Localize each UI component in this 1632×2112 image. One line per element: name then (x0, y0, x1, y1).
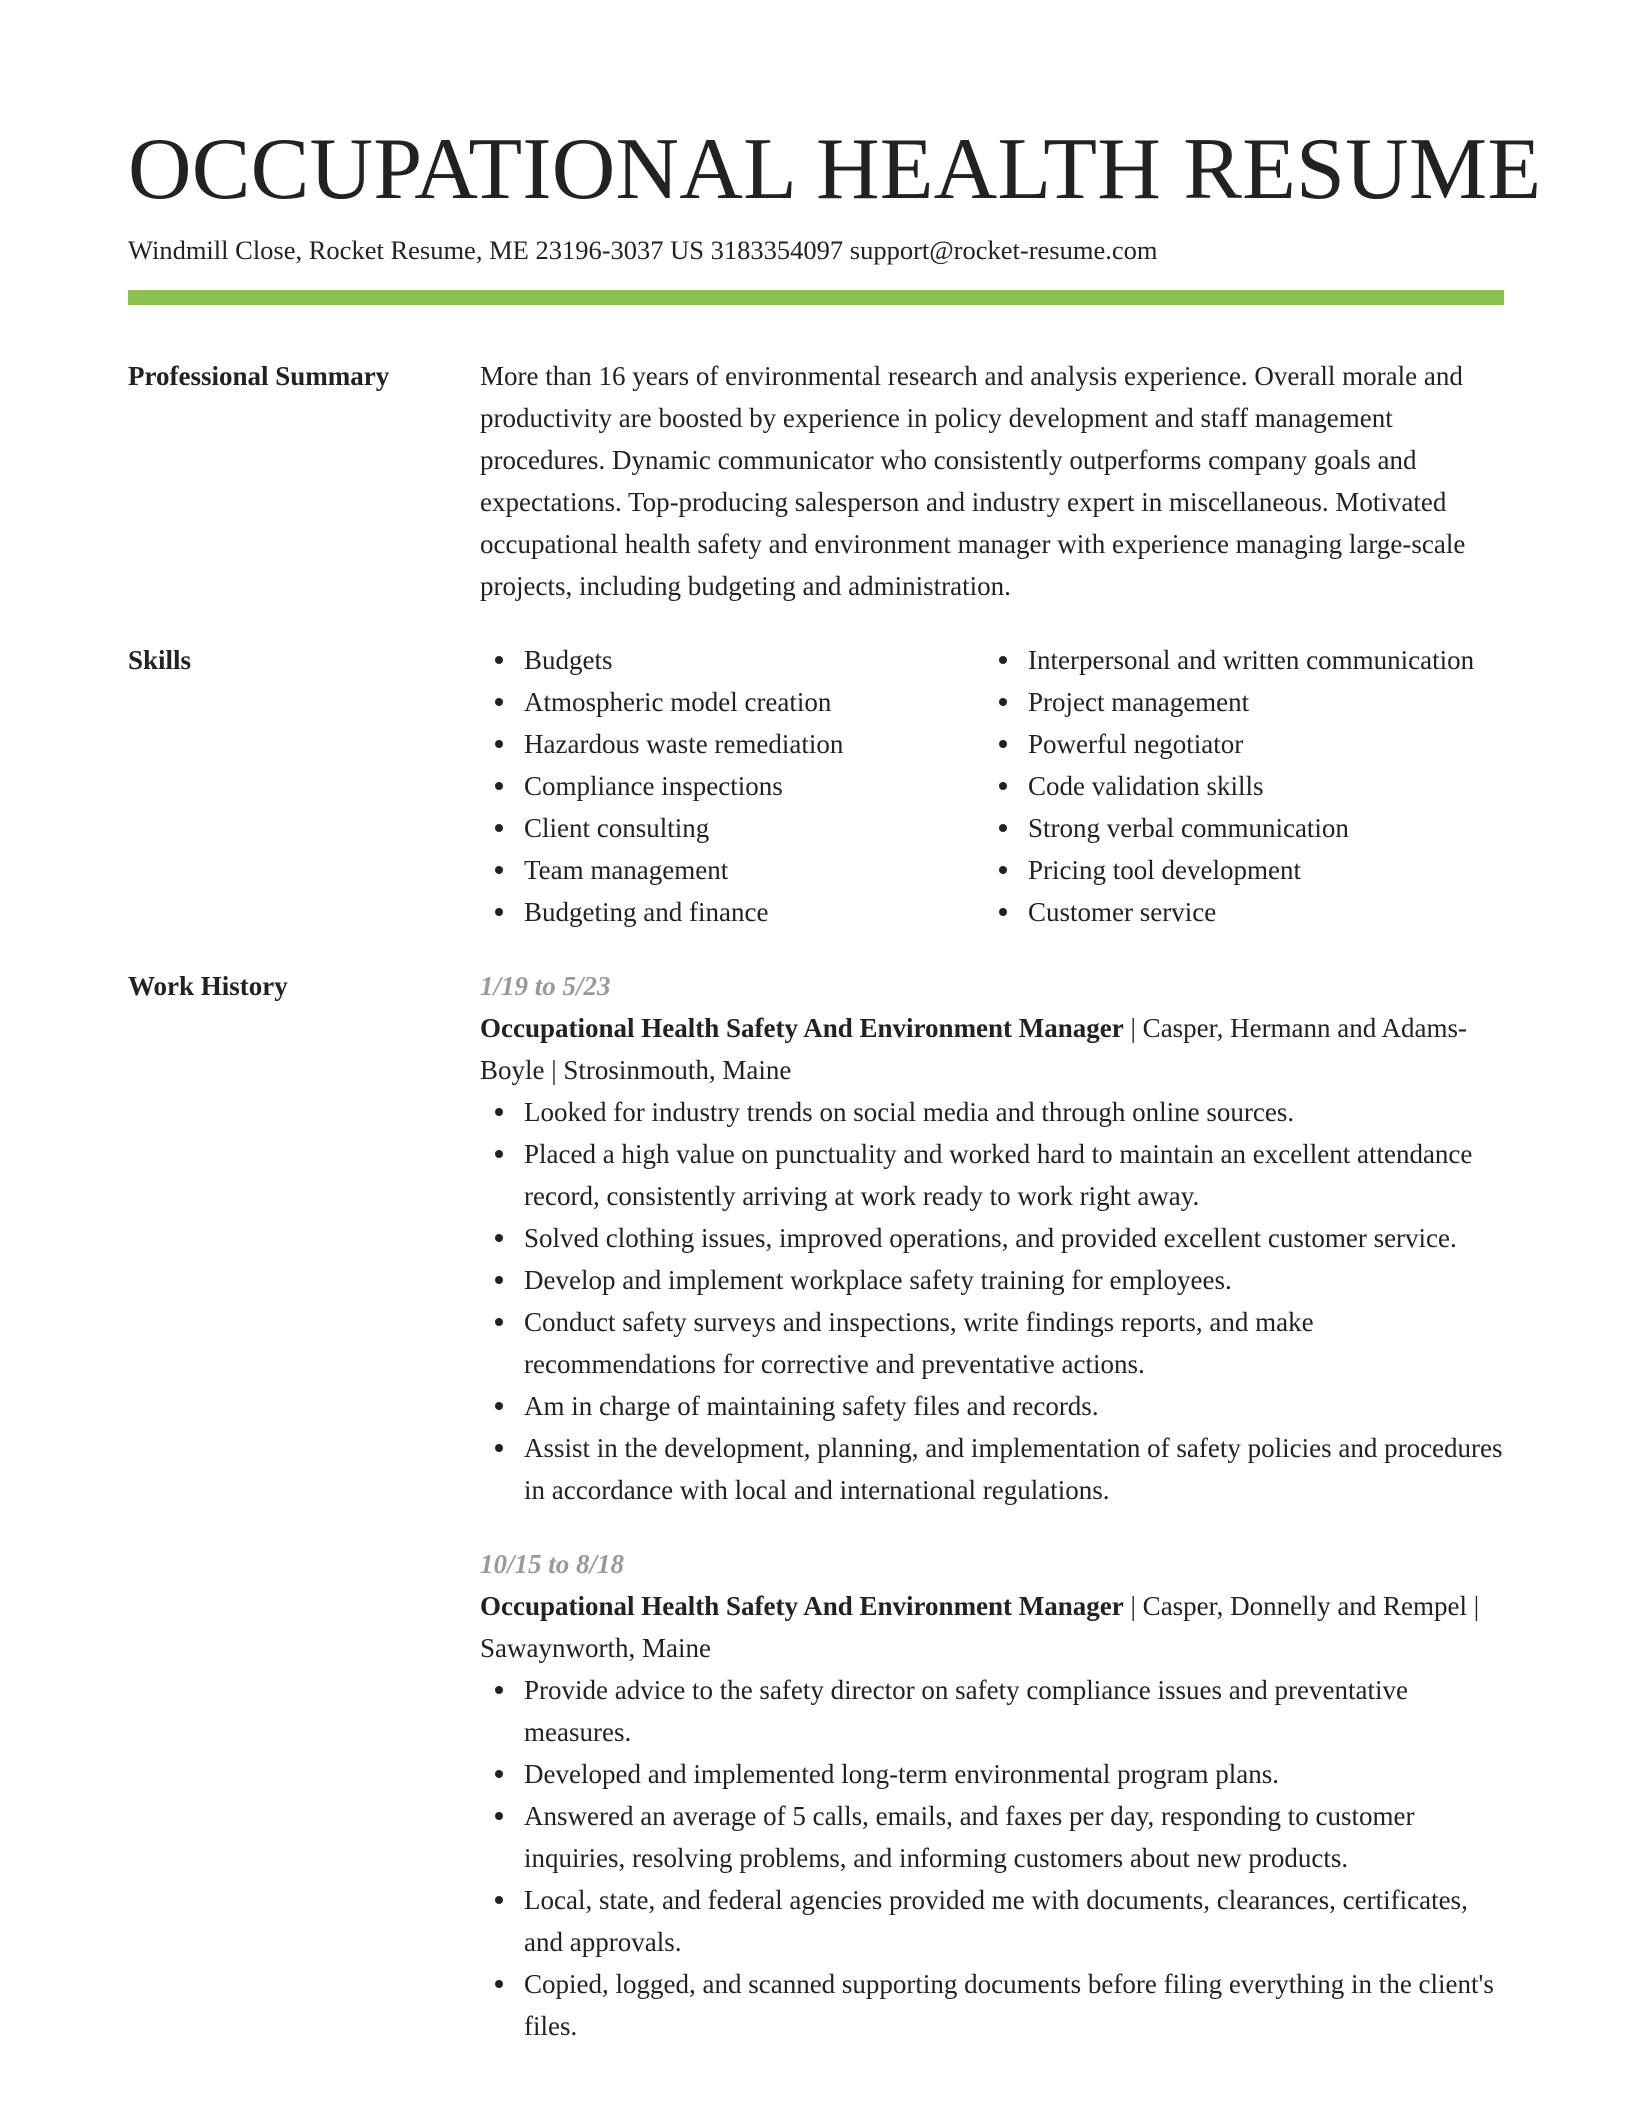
job-duty-item: Placed a high value on punctuality and worked hard to maintain an excellent attendance record, consistently arriving at work ready to work right away. (480, 1133, 1504, 1217)
skill-item: Hazardous waste remediation (480, 723, 984, 765)
summary-text: More than 16 years of environmental research and analysis experience. Overall morale and productivity are boosted by experience in policy development and staff management procedures. Dynamic communicator who consistently outperforms company goals and expectations. Top-producing salesperson and industry expert in miscellaneous. Motivated occupational health safety and environment manager with experience managing large-scale projects, including budgeting and administration. (480, 361, 1466, 601)
skill-item: Interpersonal and written communication (984, 639, 1504, 681)
section-heading-skills: Skills (128, 645, 192, 675)
skill-item: Customer service (984, 891, 1504, 933)
skill-item: Pricing tool development (984, 849, 1504, 891)
section-heading-summary: Professional Summary (128, 361, 390, 391)
work-history-section (128, 965, 1504, 2047)
resume-title: OCCUPATIONAL HEALTH RESUME (128, 121, 1542, 218)
job-duties-list (480, 1669, 1504, 2047)
job-duty-item: Solved clothing issues, improved operations, and provided excellent customer service. (480, 1217, 1504, 1259)
job-employer-location: | Casper, Hermann and Adams-Boyle | Strosinmouth, Maine (480, 1013, 1468, 1085)
job-duties-list (480, 1091, 1504, 1511)
skill-item: Powerful negotiator (984, 723, 1504, 765)
skills-lists (480, 639, 1504, 933)
skill-item: Project management (984, 681, 1504, 723)
skills-section (128, 639, 1504, 933)
job-duty-item: Conduct safety surveys and inspections, write findings reports, and make recommendations for corrective and preventative actions. (480, 1301, 1504, 1385)
job-heading (480, 1585, 1504, 1669)
job-employer-location: | Casper, Donnelly and Rempel | Sawaynworth, Maine (480, 1591, 1480, 1663)
job-duty-item: Assist in the development, planning, and implementation of safety policies and procedures in accordance with local and international regulations. (480, 1427, 1504, 1511)
section-heading-work: Work History (128, 971, 288, 1001)
skill-item: Budgeting and finance (480, 891, 984, 933)
work-history-body (480, 965, 1504, 2047)
job-duty-item: Answered an average of 5 calls, emails, and faxes per day, responding to customer inquiries, resolving problems, and informing customers about new products. (480, 1795, 1504, 1879)
job-title: Occupational Health Safety And Environment Manager (480, 1591, 1124, 1621)
job-duty-item: Am in charge of maintaining safety files and records. (480, 1385, 1504, 1427)
skill-item: Budgets (480, 639, 984, 681)
skill-item: Atmospheric model creation (480, 681, 984, 723)
professional-summary-section (128, 355, 1504, 607)
job-dates: 1/19 to 5/23 (480, 971, 611, 1001)
skill-item: Client consulting (480, 807, 984, 849)
skills-list-right (984, 639, 1504, 933)
job-entry (480, 965, 1504, 1511)
job-dates: 10/15 to 8/18 (480, 1549, 625, 1579)
skill-item: Team management (480, 849, 984, 891)
job-duty-item: Local, state, and federal agencies provided me with documents, clearances, certificates, and approvals. (480, 1879, 1504, 1963)
skill-item: Code validation skills (984, 765, 1504, 807)
job-entry (480, 1543, 1504, 2047)
job-title: Occupational Health Safety And Environment Manager (480, 1013, 1124, 1043)
job-duty-item: Looked for industry trends on social media and through online sources. (480, 1091, 1504, 1133)
job-duty-item: Provide advice to the safety director on safety compliance issues and preventative measures. (480, 1669, 1504, 1753)
job-duty-item: Developed and implemented long-term environmental program plans. (480, 1753, 1504, 1795)
skill-item: Strong verbal communication (984, 807, 1504, 849)
skills-list-left (480, 639, 984, 933)
job-duty-item: Develop and implement workplace safety training for employees. (480, 1259, 1504, 1301)
skill-item: Compliance inspections (480, 765, 984, 807)
contact-line: Windmill Close, Rocket Resume, ME 23196-3037 US 3183354097 support@rocket-resume.com (128, 235, 1158, 265)
job-heading (480, 1007, 1504, 1091)
accent-divider (128, 290, 1504, 305)
job-duty-item: Copied, logged, and scanned supporting documents before filing everything in the client's files. (480, 1963, 1504, 2047)
